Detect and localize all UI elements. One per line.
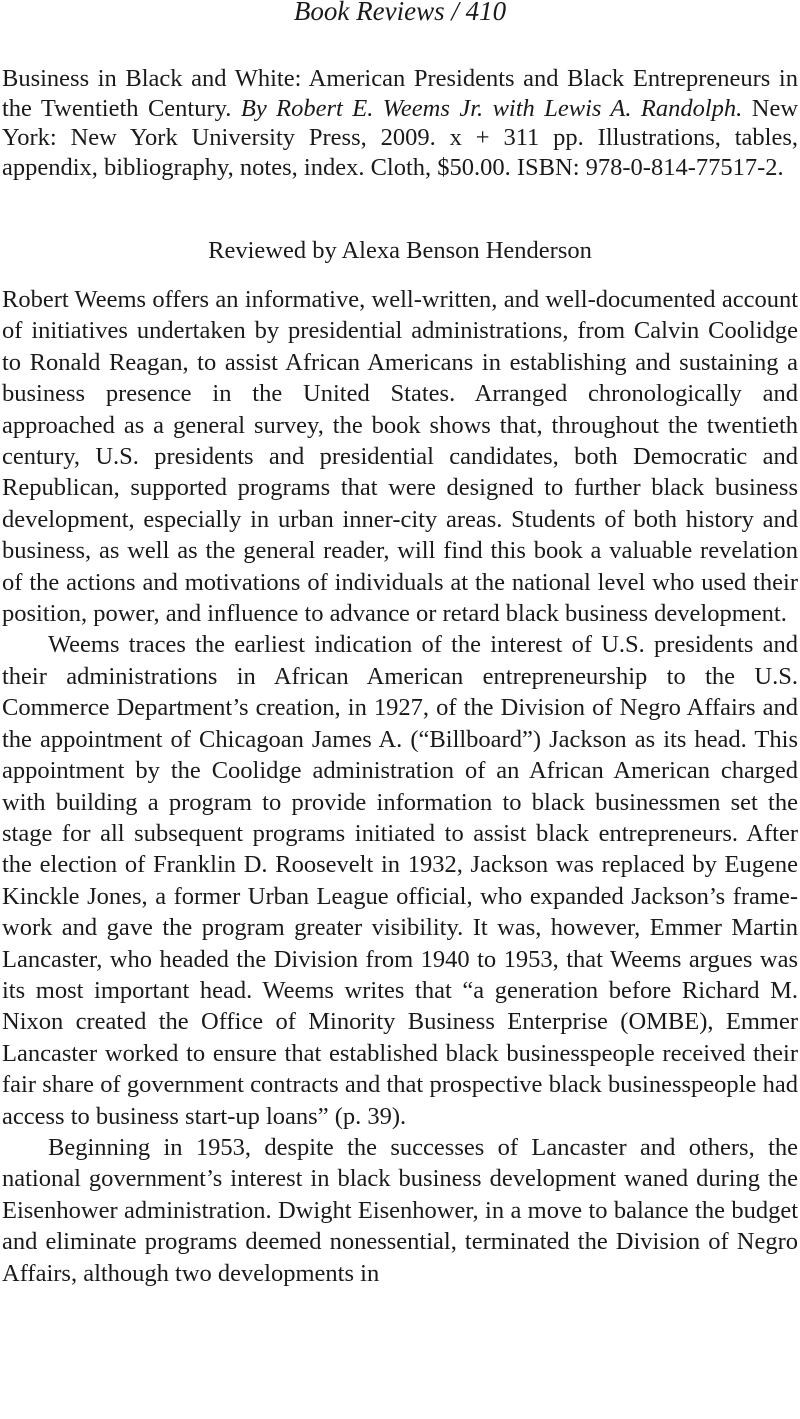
- reviewer-line: Reviewed by Alexa Benson Henderson: [208, 237, 592, 264]
- running-head: Book Reviews / 410: [293, 0, 507, 26]
- book-authors: By Robert E. Weems Jr. with Lewis A. Randolph.: [240, 94, 743, 122]
- book-citation: [2, 64, 798, 182]
- review-body: [2, 284, 798, 1289]
- publication-details: New York: New York University Press, 2009. x + 311 pp. Illustrations, tables, appendix, bibliography, notes, index. Cloth, $50.00. ISBN: 978-0-814-77517-2.: [2, 94, 799, 181]
- book-title: Business in Black and White: American Presidents and Black Entrepreneurs in the Twentieth Century.: [2, 65, 798, 122]
- review-paragraph-2: Weems traces the earliest indication of the interest of U.S. presidents and their administrations in African American entrepreneurship to the U.S. Commerce Department’s creation, in 1927, of the Division of Negro Affairs and the appointment of Chicagoan James A. (“Billboard”) Jackson as its head. This appointment by the Coolidge administration of an African American charged with building a program to provide information to black businessmen set the stage for all subsequent programs initiated to assist black entrepreneurs. After the election of Franklin D. Roosevelt in 1932, Jackson was replaced by Eugene Kinckle Jones, a former Urban League official, who expanded Jackson’s framework and gave the program greater visibility. It was, however, Emmer Martin Lancaster, who headed the Division from 1940 to 1953, that Weems argues was its most important head. Weems writes that “a generation before Richard M. Nixon created the Office of Minority Business Enterprise (OMBE), Emmer Lancaster worked to ensure that established black businesspeople received their fair share of government contracts and that prospective black businesspeople had access to business start-up loans” (p. 39).: [2, 631, 798, 1130]
- review-paragraph-3: Beginning in 1953, despite the successes of Lancaster and others, the national government’s interest in black business development waned during the Eisenhower administration. Dwight Eisenhower, in a move to balance the budget and eliminate programs deemed nonessential, terminated the Division of Negro Affairs, although two developments in: [2, 1133, 798, 1287]
- review-paragraph-1: Robert Weems offers an informative, well-written, and well-documented account of initiatives undertaken by presidential administrations, from Calvin Coolidge to Ronald Reagan, to assist African Americans in establishing and sustaining a business presence in the United States. Arranged chronologically and approached as a general survey, the book shows that, throughout the twentieth century, U.S. presidents and presidential candidates, both Democratic and Republican, supported programs that were designed to further black business development, especially in urban inner-city areas. Students of both history and business, as well as the general reader, will find this book a valuable revelation of the actions and motivations of individuals at the national level who used their position, power, and influence to advance or retard black business development.: [2, 286, 798, 628]
